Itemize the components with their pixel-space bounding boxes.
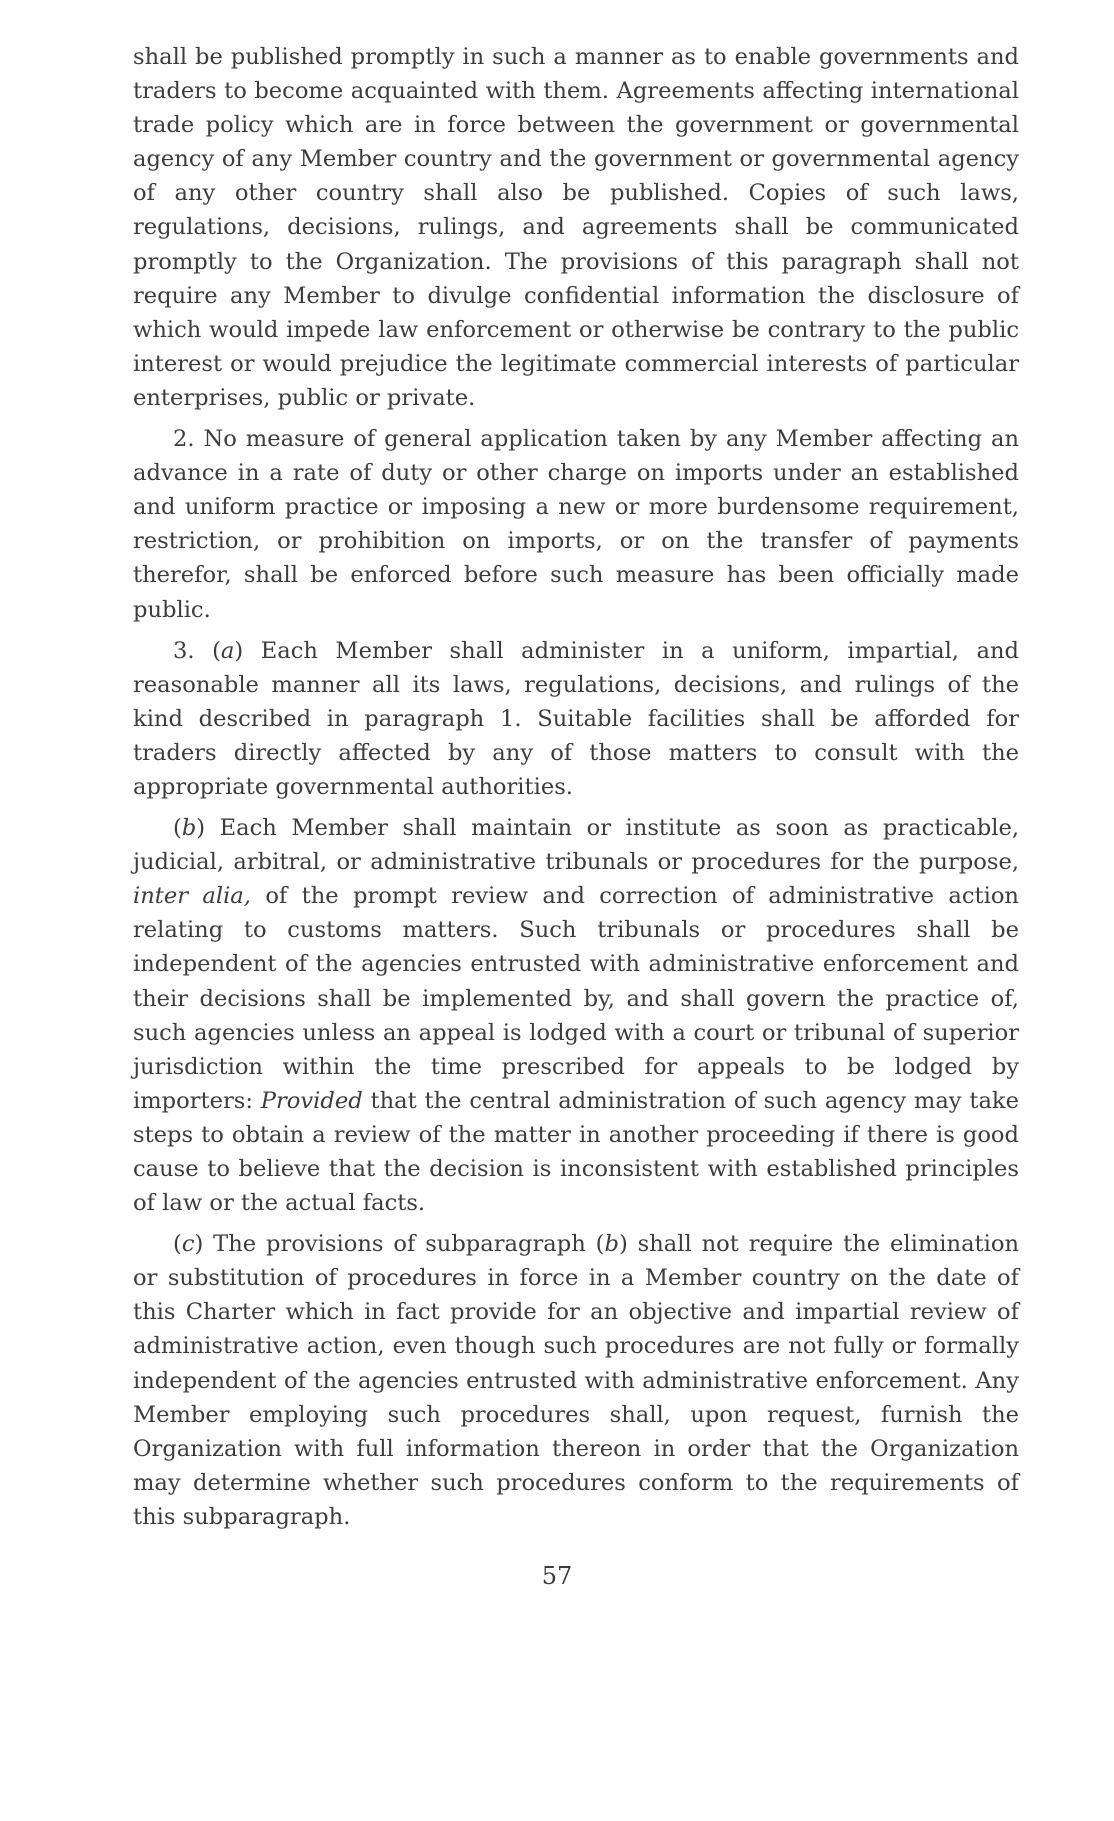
subparagraph-reference: b (604, 1231, 619, 1258)
paragraph-text: ) shall not require the elimination or substitution of procedures in force in a Member country on the date of this Charter which in fact provide for an objective and impartial review of administrative action, even though such procedures are not fully or formally independent of the agencies entrusted with administrative enforcement. Any Member employing such procedures shall, upon request, furnish the Organization with full information thereon in order that the Organization may determine whether such procedures conform to the requirements of this subparagraph. (133, 1231, 1019, 1530)
body-text (133, 40, 1019, 1541)
paragraph-3b (133, 811, 1019, 1220)
paragraph-text: ) Each Member shall administer in a uniform, impartial, and reasonable manner all its laws, regulations, decisions, and rulings of the kind described in paragraph 1. Suitable facilities shall be afforded for traders directly affected by any of those matters to consult with the appropriate governmental authorities. (133, 637, 1019, 800)
paragraph-text: ( (173, 815, 182, 842)
subparagraph-letter: b (181, 815, 197, 842)
paragraph-text: ) Each Member shall maintain or institute as soon as practicable, judicial, arbitral, or administrative tribunals or procedures for the purpose, (133, 815, 1019, 876)
paragraph-text: of the prompt review and correction of administrative action relating to customs matters. Such tribunals or procedures shall be independent of the agencies entrusted with administrative enforcement and their decisions shall be implemented by, and shall govern the practice of, such agencies unless an appeal is lodged with a court or tribunal of superior jurisdiction within the time prescribed for appeals to be lodged by importers: (133, 883, 1019, 1114)
paragraph-text: ( (173, 1231, 182, 1258)
paragraph-text: 3. ( (173, 637, 221, 664)
paragraph-3c (133, 1227, 1019, 1534)
paragraph-text: 2. No measure of general application taken by any Member affecting an advance in a rate of duty or other charge on imports under an established and uniform practice or imposing a new or more burdensome requirement, restriction, or prohibition on imports, or on the transfer of payments therefor, shall be enforced before such measure has been officially made public. (133, 426, 1019, 623)
proviso-word: Provided (260, 1087, 363, 1114)
subparagraph-letter: c (181, 1231, 195, 1258)
paragraph-3a (133, 634, 1019, 804)
paragraph-text: ) The provisions of subparagraph ( (194, 1231, 605, 1258)
subparagraph-letter: a (220, 637, 235, 664)
page-number: 57 (541, 1562, 573, 1590)
latin-phrase: inter alia, (133, 883, 251, 910)
paragraph-2 (133, 422, 1019, 627)
paragraph-text: shall be published promptly in such a manner as to enable governments and traders to become acquainted with them. Agreements affecting international trade policy which are in force between the government or governmental agency of any Member country and the government or governmental agency of any other country shall also be published. Copies of such laws, regulations, decisions, rulings, and agreements shall be communicated promptly to the Organization. The provisions of this paragraph shall not require any Member to divulge confidential information the disclosure of which would impede law enforcement or otherwise be contrary to the public interest or would prejudice the legitimate commercial interests of particular enterprises, public or private. (133, 44, 1019, 411)
paragraph-text: that the central administration of such agency may take steps to obtain a review of the matter in another proceeding if there is good cause to believe that the decision is inconsistent with established principles of law or the actual facts. (133, 1087, 1019, 1217)
paragraph-continuation (133, 40, 1019, 415)
